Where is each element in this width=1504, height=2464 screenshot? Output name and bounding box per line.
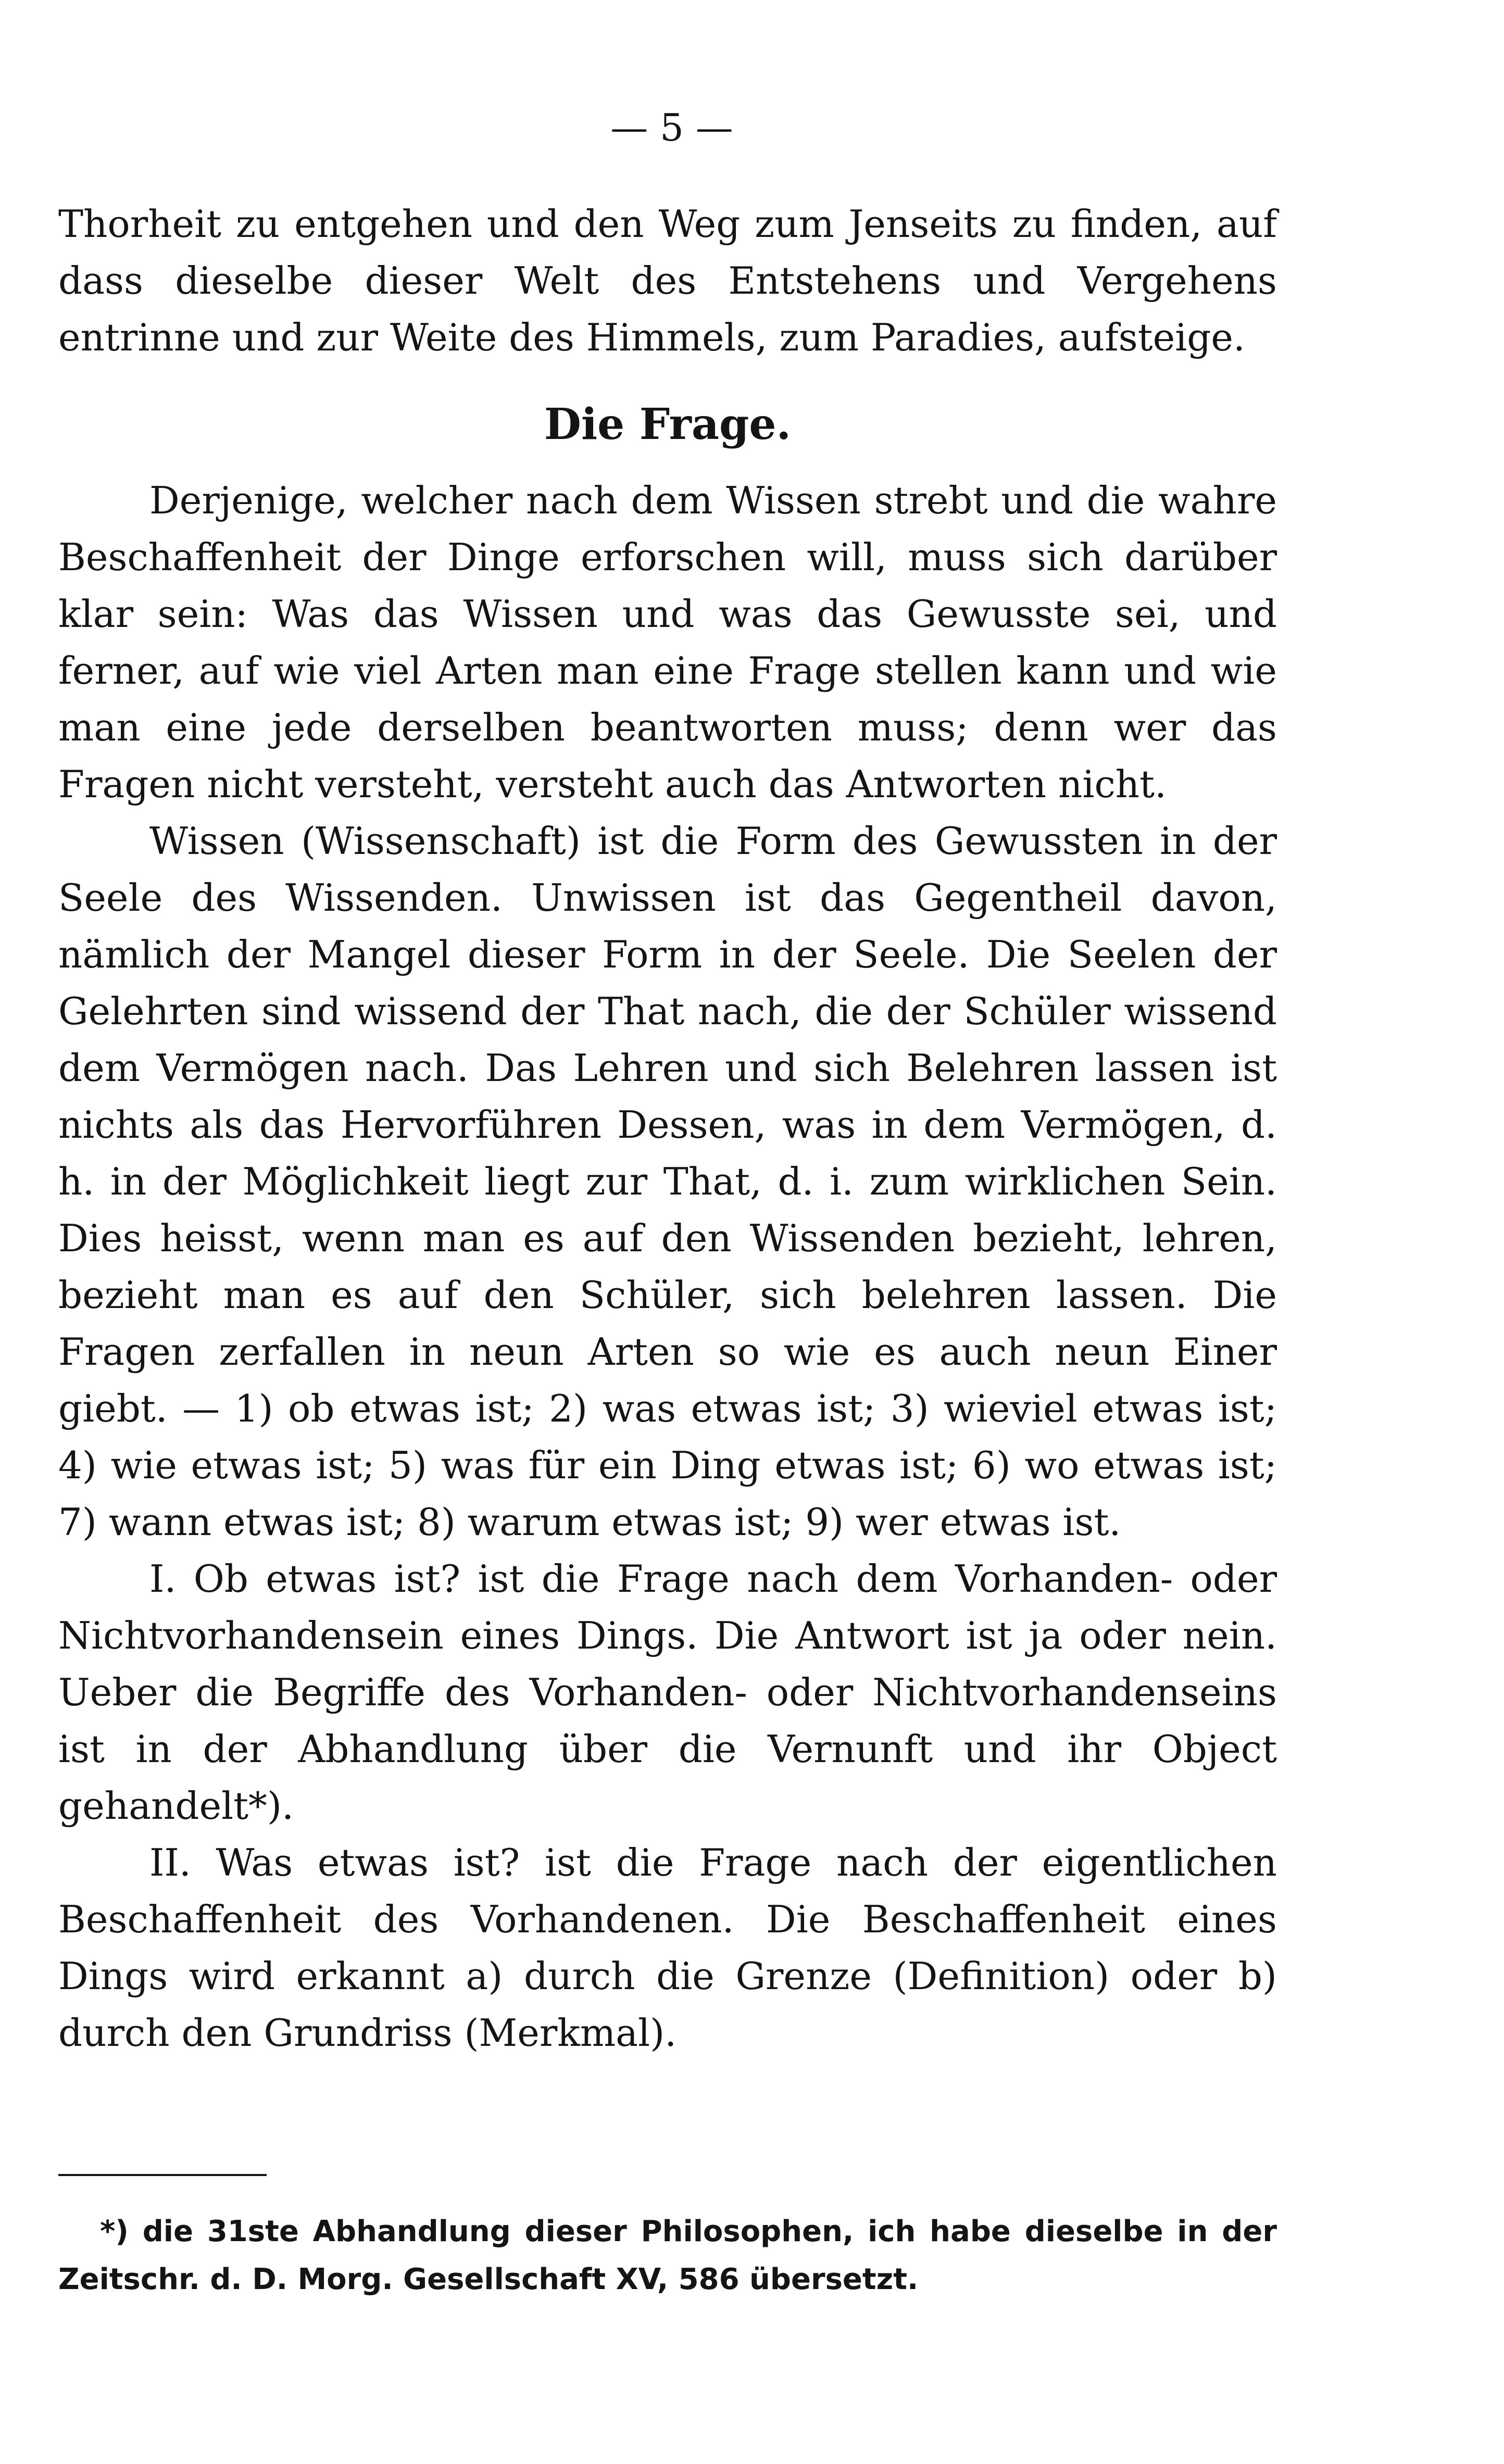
body-text	[58, 196, 1277, 2061]
footnote	[58, 2208, 1277, 2304]
paragraph-continuation: Thorheit zu entgehen und den Weg zum Jenseits zu finden, auf dass dieselbe dieser Welt des Entstehens und Vergehens entrinne und zur Weite des Himmels, zum Paradies, aufsteige.	[58, 202, 1277, 359]
paragraph: Wissen (Wissenschaft) ist die Form des Gewussten in der Seele des Wissenden. Unwissen ist das Gegentheil davon, nämlich der Mangel dieser Form in der Seele. Die Seelen der Gelehrten sind wissend der That nach, die der Schüler wissend dem Vermögen nach. Das Lehren und sich Belehren lassen ist nichts als das Hervorführen Dessen, was in dem Vermögen, d. h. in der Möglichkeit liegt zur That, d. i. zum wirklichen Sein. Dies heisst, wenn man es auf den Wissenden bezieht, lehren, bezieht man es auf den Schüler, sich belehren lassen. Die Fragen zerfallen in neun Arten so wie es auch neun Einer giebt. — 1) ob etwas ist; 2) was etwas ist; 3) wieviel etwas ist; 4) wie etwas ist; 5) was für ein Ding etwas ist; 6) wo etwas ist; 7) wann etwas ist; 8) warum etwas ist; 9) wer etwas ist.	[58, 819, 1277, 1544]
section-heading: Die Frage.	[544, 399, 792, 449]
paragraph: I. Ob etwas ist? ist die Frage nach dem Vorhanden- oder Nichtvorhandensein eines Dings. Die Antwort ist ja oder nein. Ueber die Begriffe des Vorhanden- oder Nichtvorhandenseins ist in der Abhandlung über die Vernunft und ihr Object gehandelt*).	[58, 1557, 1277, 1828]
page-number: — 5 —	[610, 106, 733, 149]
paragraph: Derjenige, welcher nach dem Wissen strebt und die wahre Beschaffenheit der Dinge erforschen will, muss sich darüber klar sein: Was das Wissen und was das Gewusste sei, und ferner, auf wie viel Arten man eine Frage stellen kann und wie man eine jede derselben beantworten muss; denn wer das Fragen nicht versteht, versteht auch das Antworten nicht.	[58, 479, 1277, 806]
footnote-text: *) die 31ste Abhandlung dieser Philosophen, ich habe dieselbe in der Zeitschr. d. D. Morg. Gesellschaft XV, 586 übersetzt.	[58, 2215, 1277, 2296]
paragraph: II. Was etwas ist? ist die Frage nach der eigentlichen Beschaffenheit des Vorhandenen. Die Beschaffenheit eines Dings wird erkannt a) durch die Grenze (Definition) oder b) durch den Grundriss (Merkmal).	[58, 1841, 1277, 2055]
footnote-divider	[58, 2174, 267, 2176]
